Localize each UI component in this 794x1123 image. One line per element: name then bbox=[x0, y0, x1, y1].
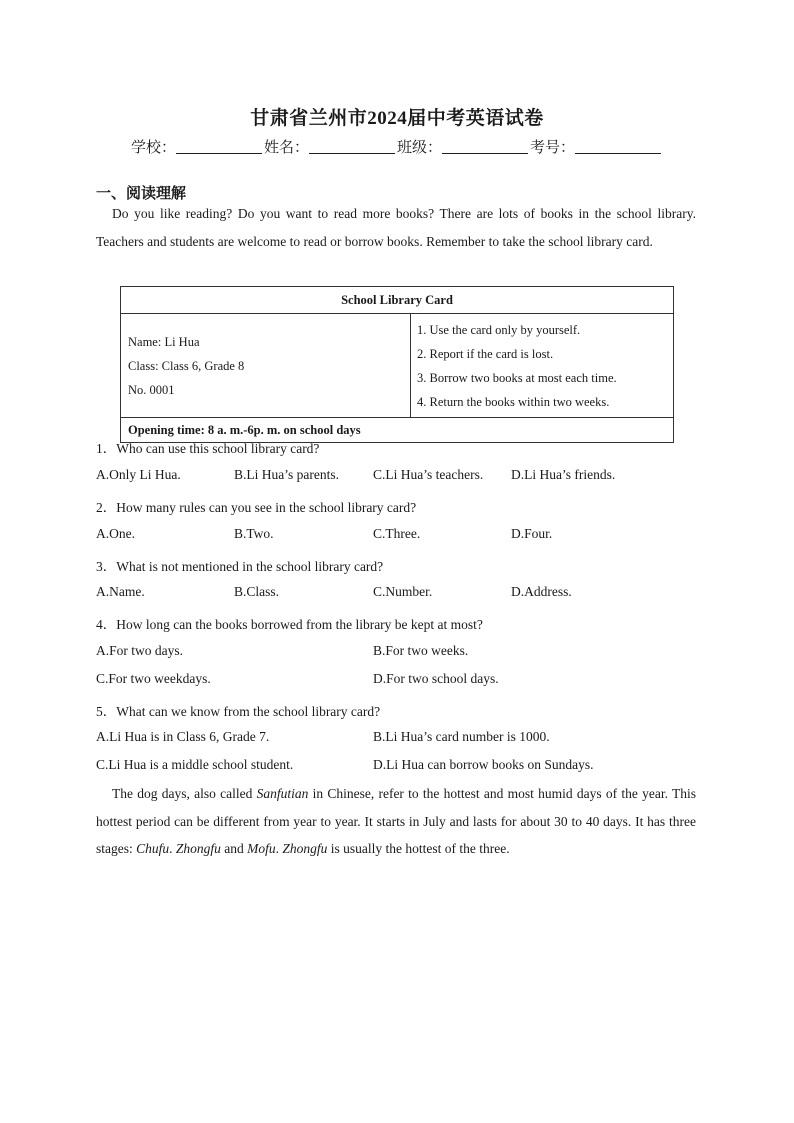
school-blank[interactable] bbox=[176, 139, 262, 154]
name-field bbox=[264, 136, 397, 157]
exam-number-field bbox=[530, 136, 663, 157]
question-1-stem: 1．Who can use this school library card? bbox=[96, 441, 320, 456]
card-name: Name: Li Hua bbox=[128, 334, 200, 349]
question-5-stem: 5．What can we know from the school library card? bbox=[96, 704, 381, 719]
card-class: Class: Class 6, Grade 8 bbox=[128, 358, 245, 373]
question-2-option-b[interactable]: B.Two. bbox=[234, 526, 274, 541]
reading-passage-1 bbox=[96, 200, 696, 255]
class-field bbox=[397, 136, 530, 157]
question-3-option-a[interactable]: A.Name. bbox=[96, 584, 145, 599]
passage-2-term: Mofu bbox=[247, 841, 276, 856]
question-1-option-b[interactable]: B.Li Hua’s parents. bbox=[234, 467, 339, 482]
school-field bbox=[131, 136, 264, 157]
reading-passage-2 bbox=[96, 780, 696, 863]
card-number: No. 0001 bbox=[128, 382, 175, 397]
passage-2-term: Chufu bbox=[136, 841, 170, 856]
passage-1-text: Do you like reading? Do you want to read more books? There are lots of books in the school library. Teachers and students are welcome to read or borrow books. Remember to take the school library card. bbox=[96, 206, 696, 249]
question-2-stem: 2．How many rules can you see in the school library card? bbox=[96, 500, 417, 515]
question-3-option-c[interactable]: C.Number. bbox=[373, 584, 433, 599]
question-4-option-b[interactable]: B.For two weeks. bbox=[373, 643, 469, 658]
passage-2-term: Zhongfu bbox=[282, 841, 328, 856]
question-5-option-d[interactable]: D.Li Hua can borrow books on Sundays. bbox=[373, 757, 594, 772]
exam-title: 甘肃省兰州市2024届中考英语试卷 bbox=[250, 108, 544, 129]
passage-2-text: in Chinese, refer to the hottest and most humid days of the year. This hottest period can be different from year to year. It starts in July and lasts for about 30 to 40 days. It has three stages: bbox=[96, 786, 696, 856]
card-rule: 2. Report if the card is lost. bbox=[417, 346, 554, 361]
question-5-option-a[interactable]: A.Li Hua is in Class 6, Grade 7. bbox=[96, 729, 270, 744]
passage-2-text: is usually the hottest of the three. bbox=[327, 841, 510, 856]
question-1-option-c[interactable]: C.Li Hua’s teachers. bbox=[373, 467, 484, 482]
passage-2-text: and bbox=[220, 841, 248, 856]
card-rule: 3. Borrow two books at most each time. bbox=[417, 370, 617, 385]
class-blank[interactable] bbox=[442, 139, 528, 154]
name-blank[interactable] bbox=[309, 139, 395, 154]
question-4-option-c[interactable]: C.For two weekdays. bbox=[96, 671, 211, 686]
passage-2-term: Sanfutian bbox=[256, 786, 309, 801]
question-5-option-b[interactable]: B.Li Hua’s card number is 1000. bbox=[373, 729, 550, 744]
class-label: 班级： bbox=[397, 138, 443, 156]
question-1-option-a[interactable]: A.Only Li Hua. bbox=[96, 467, 181, 482]
card-rules bbox=[411, 314, 674, 418]
passage-2-text: . bbox=[275, 841, 283, 856]
card-title: School Library Card bbox=[121, 287, 674, 314]
passage-2-text: The dog days, also called bbox=[112, 786, 257, 801]
section-heading: 一、阅读理解 bbox=[96, 184, 187, 202]
card-opening-time: Opening time: 8 a. m.-6p. m. on school days bbox=[121, 418, 674, 443]
question-4-option-d[interactable]: D.For two school days. bbox=[373, 671, 499, 686]
question-5-option-c[interactable]: C.Li Hua is a middle school student. bbox=[96, 757, 294, 772]
question-4-option-a[interactable]: A.For two days. bbox=[96, 643, 183, 658]
question-4-stem: 4．How long can the books borrowed from the library be kept at most? bbox=[96, 617, 483, 632]
student-info-line bbox=[0, 136, 794, 157]
card-rule: 1. Use the card only by yourself. bbox=[417, 322, 581, 337]
passage-2-term: Zhongfu bbox=[175, 841, 221, 856]
passage-2-text: . bbox=[169, 841, 176, 856]
name-label: 姓名： bbox=[263, 138, 309, 156]
question-2-option-c[interactable]: C.Three. bbox=[373, 526, 421, 541]
question-3-option-b[interactable]: B.Class. bbox=[234, 584, 280, 599]
library-card-table bbox=[120, 286, 674, 443]
question-3-stem: 3．What is not mentioned in the school library card? bbox=[96, 559, 384, 574]
question-1-option-d[interactable]: D.Li Hua’s friends. bbox=[511, 467, 616, 482]
school-label: 学校： bbox=[130, 138, 176, 156]
card-rule: 4. Return the books within two weeks. bbox=[417, 394, 610, 409]
question-3-option-d[interactable]: D.Address. bbox=[511, 584, 572, 599]
question-2-option-d[interactable]: D.Four. bbox=[511, 526, 553, 541]
card-holder-info bbox=[121, 314, 411, 418]
question-2-option-a[interactable]: A.One. bbox=[96, 526, 135, 541]
exam-number-blank[interactable] bbox=[575, 139, 661, 154]
exam-number-label: 考号： bbox=[530, 138, 576, 156]
